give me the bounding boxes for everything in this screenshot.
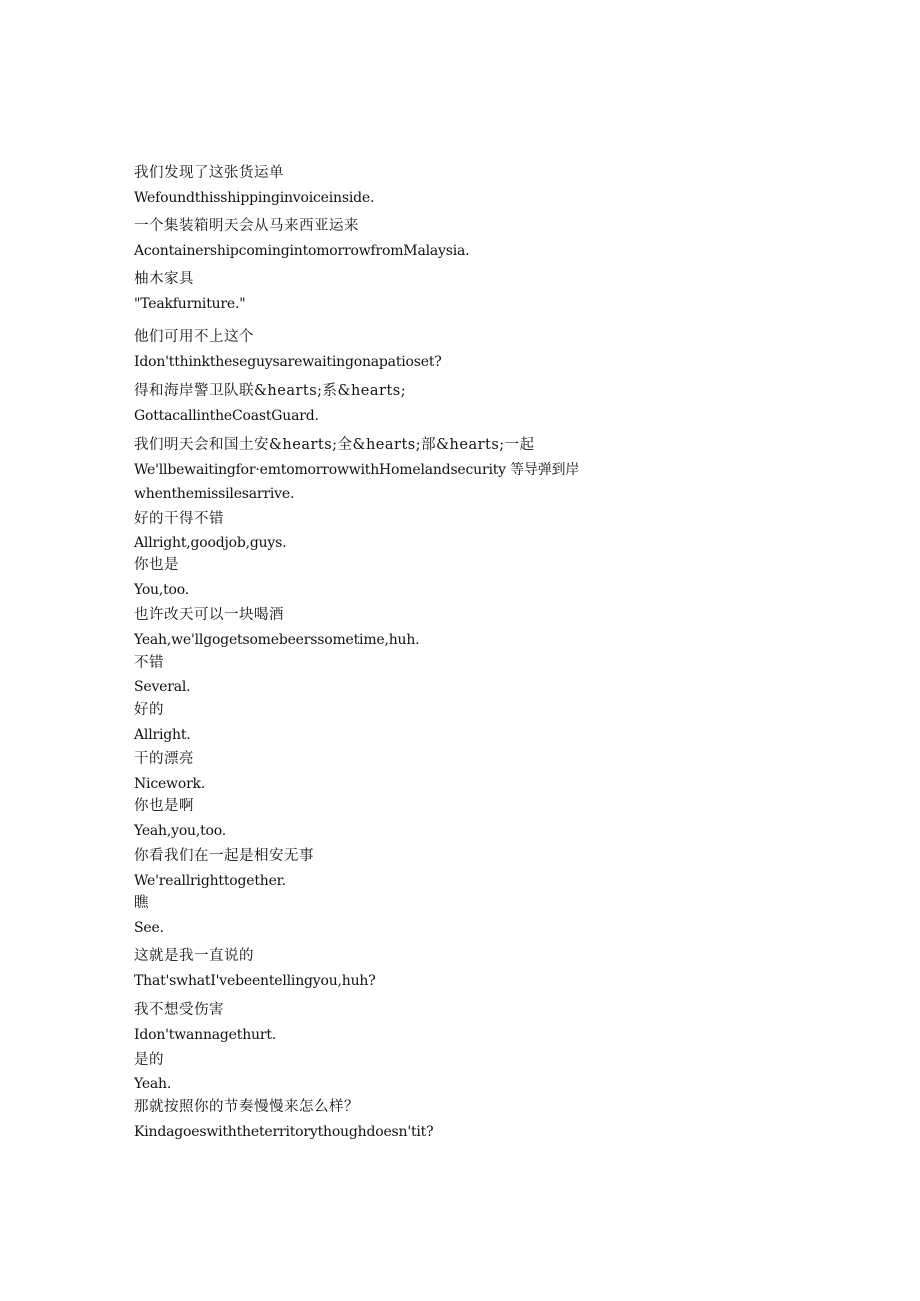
subtitle-en: That'swhatI'vebeentellingyou,huh? <box>134 973 376 989</box>
subtitle-zh: 也许改天可以一块喝酒 <box>134 607 284 623</box>
subtitle-zh: 干的漂亮 <box>134 751 194 767</box>
subtitle-en: Allright,goodjob,guys. <box>134 535 287 551</box>
subtitle-zh: 我们明天会和国土安&hearts;全&hearts;部&hearts;一起 <box>134 437 535 453</box>
subtitle-zh: 你看我们在一起是相安无事 <box>134 848 314 864</box>
subtitle-en: We'llbewaitingfor·emtomorrowwithHomelandsecurity 等导弹到岸 <box>134 462 580 478</box>
subtitle-zh: 好的 <box>134 702 164 718</box>
subtitle-en: Nicework. <box>134 776 206 792</box>
subtitle-en: You,too. <box>134 582 190 598</box>
subtitle-zh: 我不想受伤害 <box>134 1002 224 1018</box>
subtitle-zh: 瞧 <box>134 895 149 911</box>
subtitle-zh: 他们可用不上这个 <box>134 329 254 345</box>
subtitle-zh: 得和海岸警卫队联&hearts;系&hearts; <box>134 383 407 399</box>
subtitle-en: See. <box>134 920 164 936</box>
subtitle-en: Yeah. <box>134 1076 172 1092</box>
subtitle-zh: 那就按照你的节奏慢慢来怎么样？ <box>134 1099 359 1115</box>
subtitle-zh: 柚木家具 <box>134 271 194 287</box>
subtitle-zh: 好的干得不错 <box>134 511 224 527</box>
subtitle-zh: 是的 <box>134 1052 164 1068</box>
subtitle-en: Wefoundthisshippinginvoiceinside. <box>134 190 375 206</box>
subtitle-en: Idon'tthinktheseguysarewaitingonapatioset? <box>134 354 442 370</box>
subtitle-en: GottacallintheCoastGuard. <box>134 408 319 424</box>
subtitle-zh: 不错 <box>134 655 164 671</box>
subtitle-en: We'reallrighttogether. <box>134 873 286 889</box>
subtitle-en: Yeah,we'llgogetsomebeerssometime,huh. <box>134 632 420 648</box>
subtitle-en: Yeah,you,too. <box>134 823 227 839</box>
subtitle-en: "Teakfurniture." <box>134 296 246 312</box>
subtitle-en: Several. <box>134 679 191 695</box>
subtitle-zh: 这就是我一直说的 <box>134 948 254 964</box>
subtitle-en: Idon'twannagethurt. <box>134 1027 276 1043</box>
subtitle-en-continued: whenthemissilesarrive. <box>134 486 295 502</box>
subtitle-zh: 一个集装箱明天会从马来西亚运来 <box>134 218 359 234</box>
subtitle-zh: 你也是 <box>134 557 179 573</box>
subtitle-en: Allright. <box>134 727 191 743</box>
subtitle-zh: 我们发现了这张货运单 <box>134 165 284 181</box>
subtitle-en: AcontainershipcomingintomorrowfromMalaysia. <box>134 243 470 259</box>
subtitle-en: Kindagoeswiththeterritorythoughdoesn'tit? <box>134 1124 434 1140</box>
subtitle-zh: 你也是啊 <box>134 798 194 814</box>
